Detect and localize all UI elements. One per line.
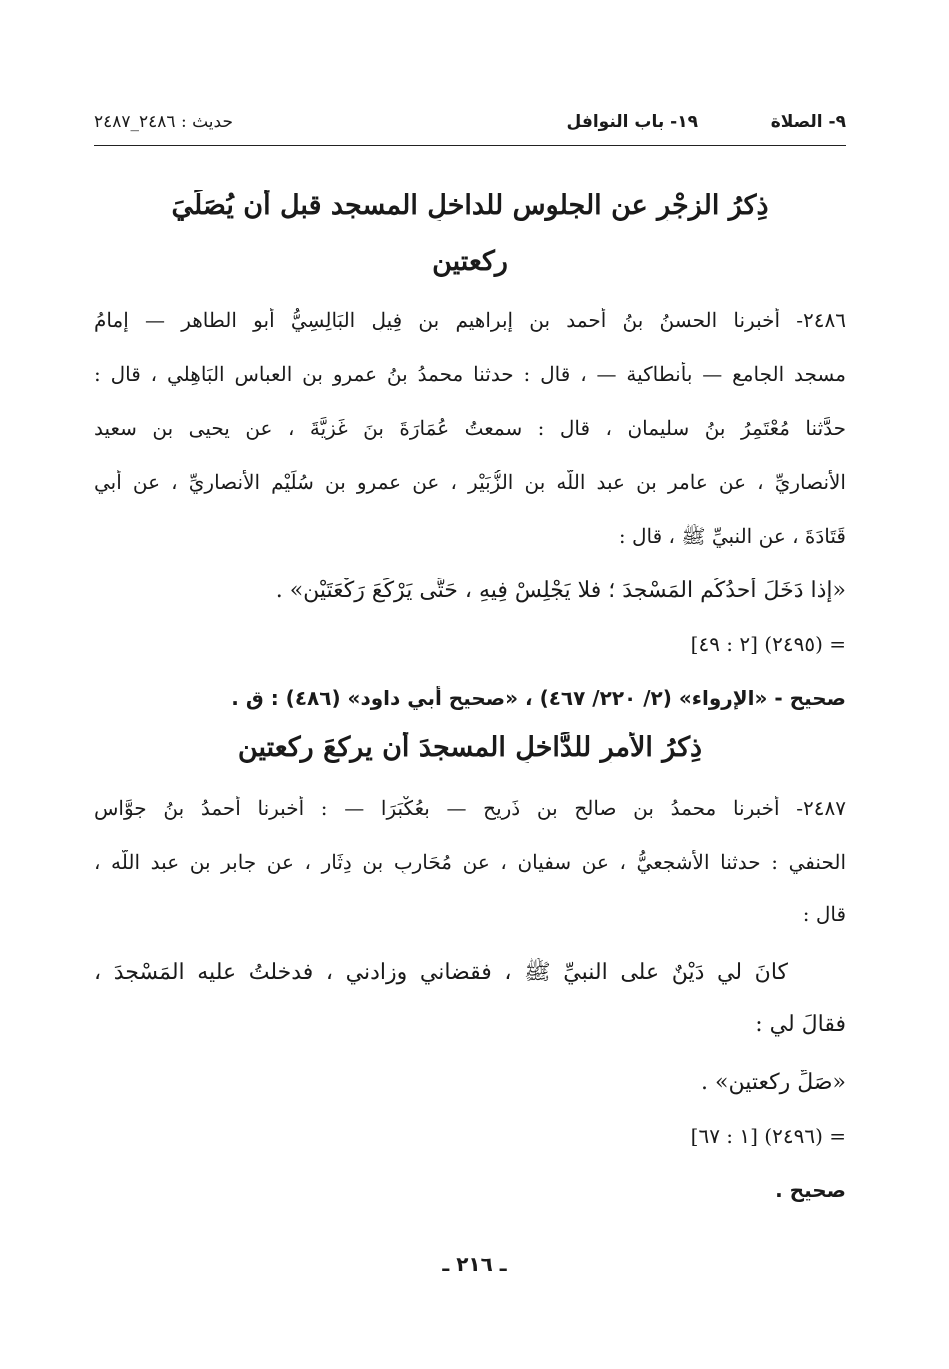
header-divider [94, 145, 846, 146]
book-section-label: ٩- الصلاة [770, 112, 846, 132]
hadith-2487-line-1: ٢٤٨٧- أخبرنا محمدُ بن صالح بن ذَرِيح — بعُكْبَرَا — : أخبرنا أحمدُ بنُ جوَّاسٍ [94, 796, 846, 820]
hadith-2486-line-4: الأنصاريِّ ، عن عامرِ بن عبد اللّه بنِ الزُّبَيْرِ ، عن عمرو بن سُلَيْمٍ الأنصاريِّ ، عن أبي [94, 470, 846, 494]
page-number: ـ ٢١٦ ـ [442, 1252, 507, 1276]
hadith-2486-line-3: حدَّثنا مُعْتَمِرُ بنُ سليمان ، قال : سمعتُ عُمَارَةَ بنَ غَزِيَّةَ ، عن يحيى بن سعيد [94, 416, 846, 440]
hadith-2487-line-2: الحنفي : حدثنا الأشجعيُّ ، عن سفيان ، عن مُحَارِبِ بن دِثَار ، عن جابرِ بن عبد اللّه ، [94, 850, 846, 874]
hadith-2487-grading: صحيح . [775, 1178, 846, 1202]
hadith-range-label: حديث : ٢٤٨٦_٢٤٨٧ [94, 112, 233, 132]
hadith-2486-cross-reference: = (٢٤٩٥) [٢ : ٤٩] [690, 632, 846, 656]
section-1-heading-line-2: ركعتين [432, 246, 508, 277]
hadith-2487-line-3: قال : [802, 902, 846, 926]
hadith-2487-matn-line-1: كانَ لي دَيْنٌ على النبيِّ ﷺ ، فقضاني وزادني ، فدخلتُ عليه المَسْجدَ ، [94, 960, 789, 985]
section-2-heading: ذِكرُ الأمرِ للدَّاخلِ المسجدَ أن يركعَ ركعتين [237, 732, 703, 763]
running-header [94, 112, 846, 140]
hadith-2486-matn: «إذا دَخَلَ أَحدُكُم المَسْجدَ ؛ فلا يَجْلِسْ فِيهِ ، حَتَّى يَرْكَعَ رَكْعَتَيْنِ» . [275, 578, 846, 603]
chapter-label: ١٩- باب النوافل [566, 112, 698, 132]
hadith-2486-line-5: قَتَادَةَ ، عن النبيِّ ﷺ ، قال : [618, 524, 846, 548]
hadith-2487-matn-line-3: «صَلِّ ركعتين» . [701, 1070, 846, 1095]
hadith-2486-line-1: ٢٤٨٦- أخبرنا الحسنُ بنُ أحمد بنِ إبراهيم بن فِيلٍ البَالِسِيُّ أبو الطاهر — إمامُ [94, 308, 846, 332]
hadith-2487-cross-reference: = (٢٤٩٦) [١ : ٦٧] [690, 1124, 846, 1148]
hadith-2486-line-2: مسجد الجامع — بأنطاكية — ، قال : حدثنا محمدُ بنُ عمرو بنِ العباس البَاهِلي ، قال : [94, 362, 846, 386]
section-1-heading-line-1: ذِكرُ الزجْرِ عن الجلوس للداخلِ المسجد قبل أن يُصَلِّيَ [171, 190, 769, 221]
hadith-2487-matn-line-2: فقالَ لي : [755, 1012, 846, 1037]
hadith-2486-grading: صحيح - «الإرواء» (٢/ ٢٢٠/ ٤٦٧) ، «صحيح أبي داود» (٤٨٦) : ق . [231, 686, 846, 710]
